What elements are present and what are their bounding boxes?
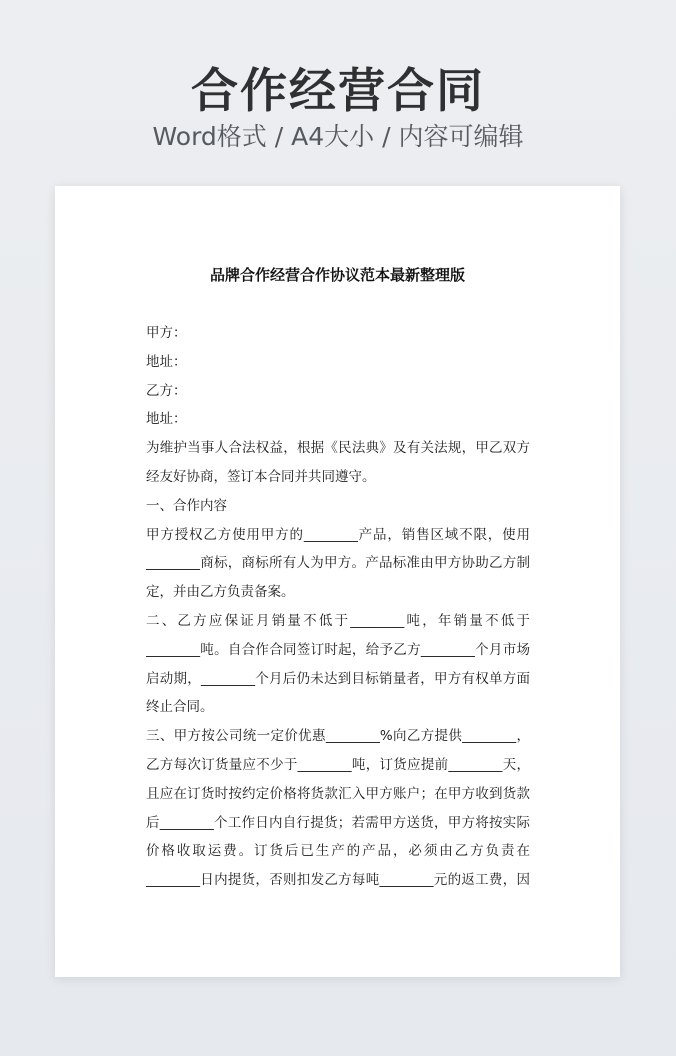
section-3-line-1: 三、甲方按公司统一定价优惠________%向乙方提供________， xyxy=(146,728,530,745)
preamble-line-2: 经友好协商，签订本合同并共同遵守。 xyxy=(146,468,376,485)
document-body xyxy=(146,319,530,895)
section-2-line-2: ________吨。自合作合同签订时起，给予乙方________个月市场 xyxy=(146,641,530,658)
party-b-line: 乙方： xyxy=(146,382,187,399)
party-a-address-line: 地址： xyxy=(146,353,187,370)
section-3-line-2: 乙方每次订货量应不少于________吨，订货应提前________天， xyxy=(146,756,530,773)
section-3-line-4: 后________个工作日内自行提货；若需甲方送货，甲方将按实际 xyxy=(146,814,530,831)
section-1-heading: 一、合作内容 xyxy=(146,497,227,514)
section-3-line-3: 且应在订货时按约定价格将货款汇入甲方账户；在甲方收到货款 xyxy=(146,785,530,802)
section-1-line-3: 定，并由乙方负责备案。 xyxy=(146,584,295,601)
document-page xyxy=(55,186,620,977)
section-1-line-2: ________商标，商标所有人为甲方。产品标准由甲方协助乙方制 xyxy=(146,555,530,572)
page-subtitle: Word格式 / A4大小 / 内容可编辑 xyxy=(152,122,524,151)
section-2-line-3: 启动期，________个月后仍未达到目标销量者，甲方有权单方面 xyxy=(146,670,530,687)
preamble-line-1: 为维护当事人合法权益，根据《民法典》及有关法规，甲乙双方 xyxy=(146,440,530,457)
party-a-line: 甲方： xyxy=(146,325,187,341)
party-b-address-line: 地址： xyxy=(146,411,187,428)
section-3-line-5: 价格收取运费。订货后已生产的产品，必须由乙方负责在 xyxy=(146,843,530,860)
section-1-line-1: 甲方授权乙方使用甲方的________产品，销售区域不限，使用 xyxy=(146,526,530,543)
document-title: 品牌合作经营合作协议范本最新整理版 xyxy=(209,266,465,284)
page-title: 合作经营合同 xyxy=(191,64,485,119)
section-2-line-4: 终止合同。 xyxy=(146,699,214,716)
section-3-line-6: ________日内提货，否则扣发乙方每吨________元的返工费，因 xyxy=(146,872,530,889)
section-2-line-1: 二、乙方应保证月销量不低于________吨，年销量不低于 xyxy=(146,612,530,629)
